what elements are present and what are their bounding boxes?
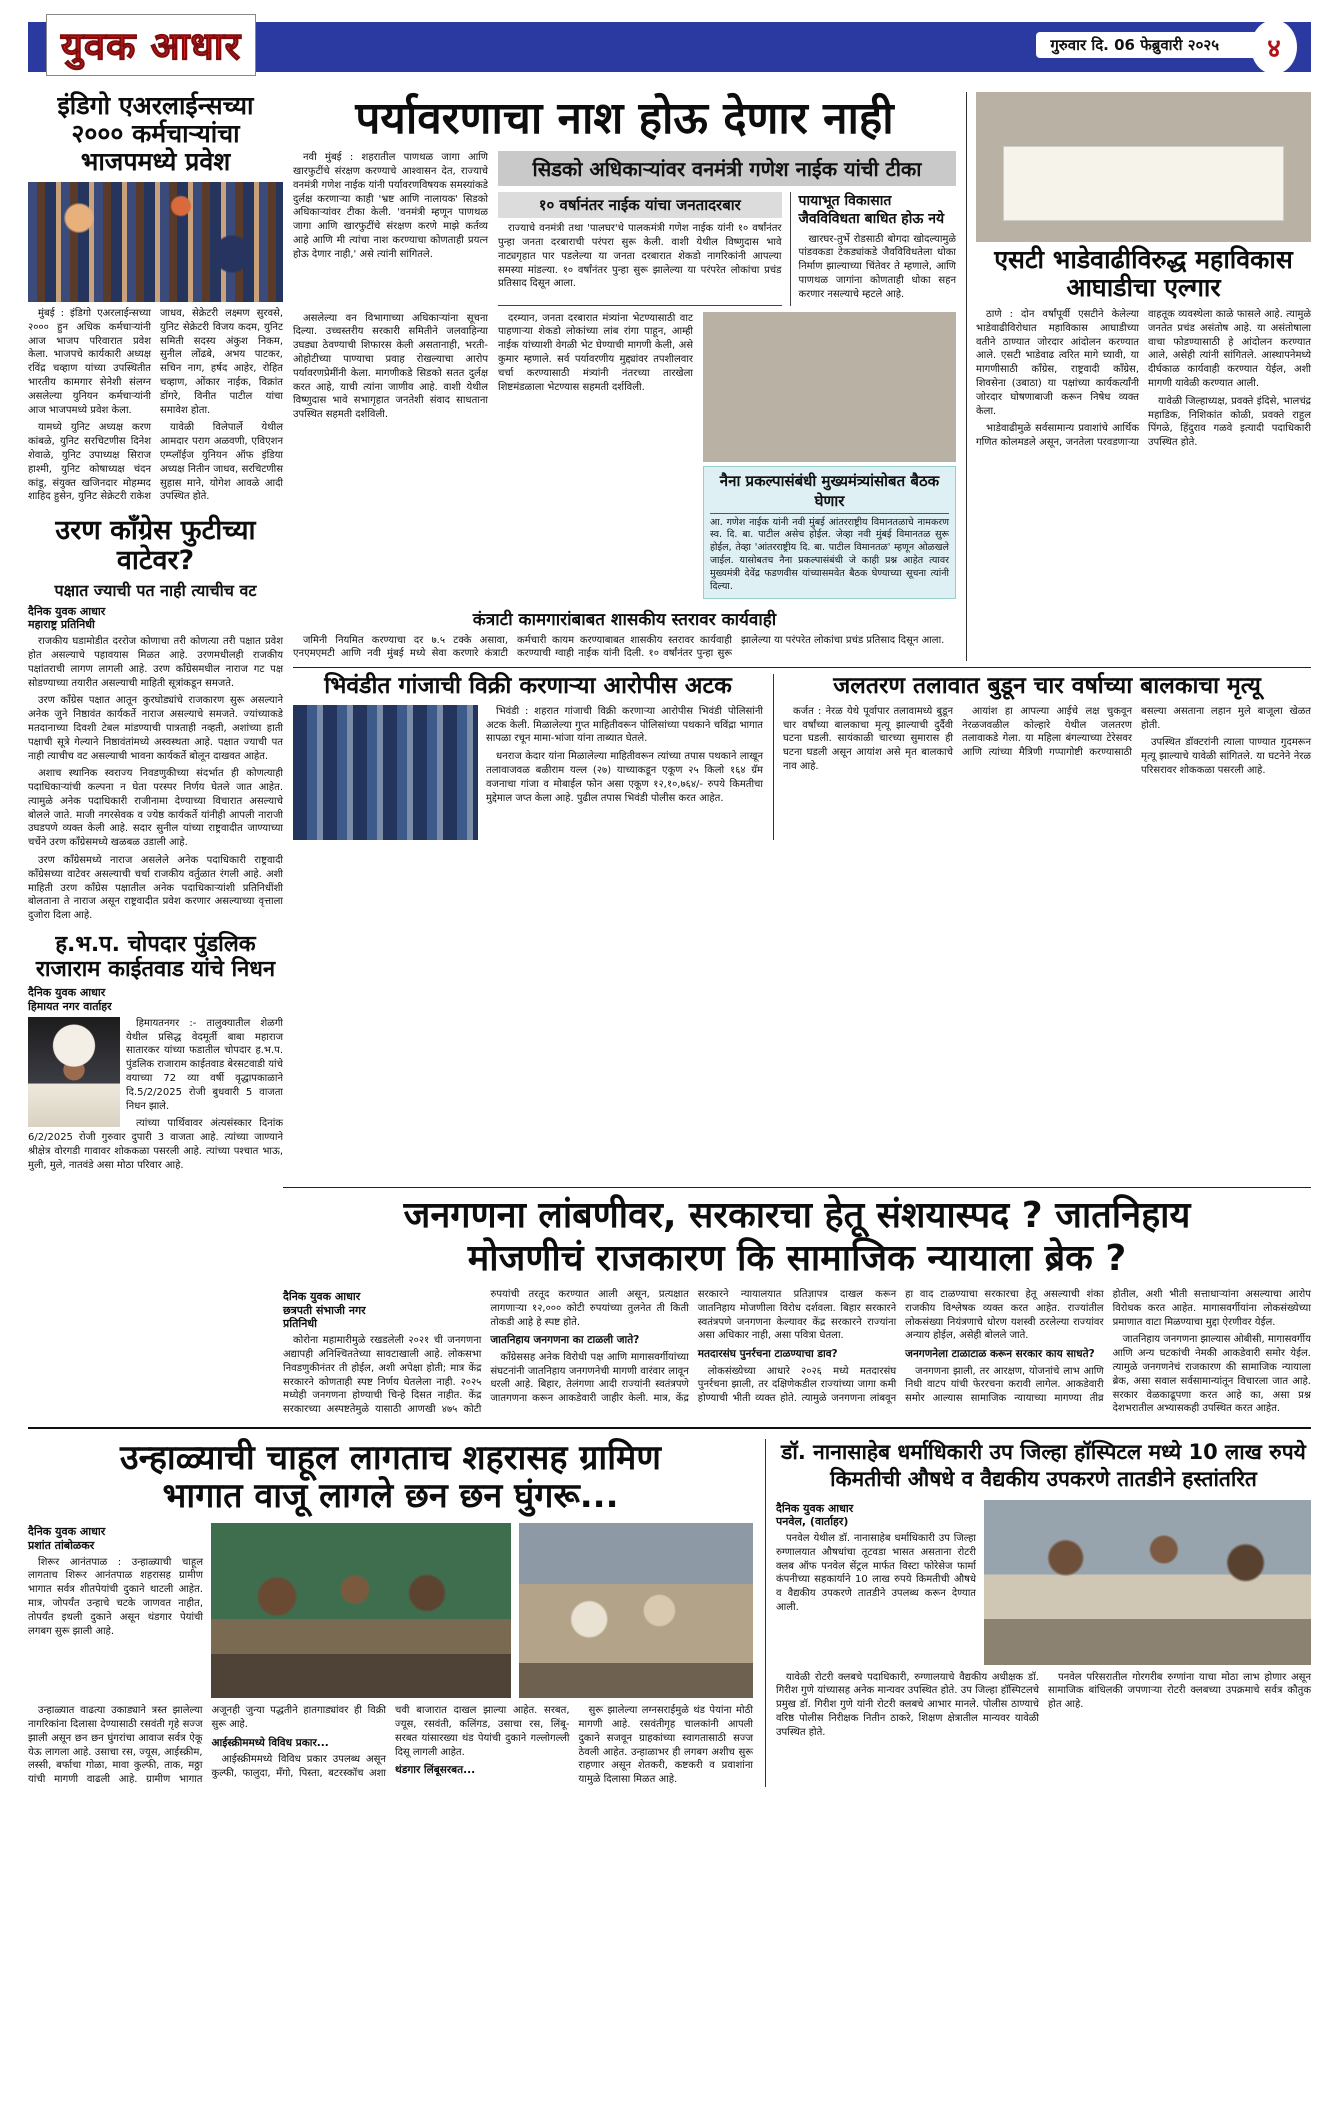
paragraph: हिमायतनगर :- तालुक्यातील शेळगी येथील प्रसिद्ध वेदमूर्ती बाबा महाराज सातारकर यांच्या फडातील चोपदार ह.भ.प. पुंडलिक राजाराम काईतवाड बेरसटवाडी यांचे वयाच्या 72 व्या वर्षी वृद्धापकाळाने दि.5/2/2025 रोजी बुधवारी 5 वाजता निधन झाले. [126,1017,283,1112]
paragraph: शिरूर आनंतपाळ : उन्हाळ्याची चाहूल लागताच शिरूर आनंतपाळ शहरासह ग्रामीण भागात सर्वत्र शीतपेयांची दुकाने थाटली आहेत. मात्र, जोपर्यंत उन्हाचे चटके जाणवत नाहीत, तोपर्यंत इथली दुकाने असून थंडगार पेयांची लगबग सुरू झाली आहे. [28,1556,203,1637]
article-indigo [28,92,283,506]
uran-byline: दैनिक युवक आधार महाराष्ट्र प्रतिनिधी [28,604,106,632]
paryavaran-lead-column [293,151,488,305]
article-obituary [28,933,283,1173]
obituary-headline: ह.भ.प. चोपदार पुंडलिक राजाराम काईतवाड यांचे निधन [35,932,276,982]
janganana-body [283,1288,1311,1417]
paragraph: आईस्क्रीममध्ये विविध प्रकार उपलब्ध असून कुल्फी, फालुदा, मँगो, पिस्ता, बटरस्कॉच अशा चवी बाजारात दाखल झाल्या आहेत. सरबत, ज्यूस, रसवंती, कलिंगड, उसाचा रस, लिंबू-सरबत यांसारख्या थंड पेयांची दुकाने गल्लोगल्ली दिसू लागली आहेत. [211,1705,570,1780]
paragraph: उन्हाळ्यात वाढत्या उकाड्याने त्रस्त झालेल्या नागरिकांना दिलासा देण्यासाठी रसवंती गृहे सज्ज झाली असून छन छन घुंगरांचा आवाज सर्वत्र ऐकू येऊ लागला आहे. उसाचा रस, ज्यूस, आईस्क्रीम, लस्सी, बर्फाचा गोळा, मावा कुल्फी, ताक, मठ्ठा यांची मागणी वाढली आहे. ग्रामीण भागात अजूनही जुन्या पद्धतीने हातगाड्यांवर ही विक्री सुरू आहे. [28,1705,386,1786]
jaltaran-body [783,705,1311,778]
uran-body [28,635,283,923]
summer-byline: दैनिक युवक आधार प्रशांत तांबोळकर [28,1525,106,1552]
jaltaran-headline: जलतरण तलावात बुडून चार वर्षाच्या बालकाचा मृत्यू [833,673,1261,700]
uran-subhead: पक्षात ज्याची पत नाही त्याचीच वट [54,580,257,600]
janganana-byline: दैनिक युवक आधार छत्रपती संभाजी नगर प्रतिनिधी [283,1289,366,1331]
bhiwandi-body [486,705,763,840]
paragraph: जनगणना झाली, तर आरक्षण, योजनांचे लाभ आणि निधी वाटप यांची फेररचना करावी लागेल. आकडेवारी समोर आल्यास सामाजिक न्यायाच्या मागण्या तीव्र होतील, अशी भीती सत्ताधाऱ्यांना असल्याचा आरोप विरोधक करत आहेत. मागासवर्गीयांना लोकसंख्येच्या प्रमाणात वाटा मिळण्याचा मुद्दा ऐरणीवर येईल. [905,1288,1311,1405]
masthead [28,22,1311,72]
paragraph: कर्जत : नेरळ येथे पूर्वापार तलावामध्ये बुडून चार वर्षांच्या बालकाचा मृत्यू झाल्याची दुर्दैवी घटना घडली. सायंकाळी चारच्या सुमारास ही घटना घडली असून आयांश असे मृत बालकाचे नाव आहे. [783,705,953,773]
summer-subhead-1: आईस्क्रीममध्ये विविध प्रकार... [211,1736,329,1749]
naina-box-text: आ. गणेश नाईक यांनी नवी मुंबई आंतरराष्ट्रीय विमानतळाचे नामकरण स्व. दि. बा. पाटील असेच होईल. जेव्हा नवी मुंबई विमानतळ सुरू होईल, तेव्हा 'आंतरराष्ट्रीय दि. बा. पाटील विमानतळ' म्हणून ओळखले जाईल. यासोबतच नैना प्रकल्पासंबंधी जे काही प्रश्न आहेत त्यावर मुख्यमंत्री देवेंद्र फडणवीस यांच्यासमवेत बैठक घेण्याच्या सूचना त्यांनी दिल्या. [710,516,949,592]
article-paryavaran [293,92,956,661]
juice-stall-photo [211,1523,511,1698]
paryavaran-kicker: सिडको अधिकाऱ्यांवर वनमंत्री गणेश नाईक यांची टीका [498,151,956,186]
paragraph: जातनिहाय जनगणना झाल्यास ओबीसी, मागासवर्गीय आणि अन्य घटकांची नेमकी आकडेवारी समोर येईल. त्यामुळे जनगणनेचं राजकारण की सामाजिक न्यायाला ब्रेक, असा सवाल सर्वसामान्यांतून विचारला जात आहे. सरकार वेळकाढूपणा करत आहे का, असा प्रश्न देशभरातील अभ्यासकही उपस्थित करत आहेत. [1112,1334,1311,1415]
article-st-bhadevadh [966,92,1311,661]
article-hospital-donation [765,1439,1311,1787]
paryavaran-column-2 [293,312,488,599]
janganana-subhead-1: जातनिहाय जनगणना का टाळली जाते? [490,1334,640,1347]
bhiwandi-headline: भिवंडीत गांजाची विक्री करणाऱ्या आरोपीस अटक [324,673,732,700]
paragraph: भाडेवाढीमुळे सर्वसामान्य प्रवाशांचे आर्थिक गणित कोलमडले असून, जनतेला परवडणाऱ्या वाहतूक व्यवस्थेला काळे फासले आहे. त्यामुळे जनतेत प्रचंड असंतोष आहे. या असंतोषाला वाचा फोडण्यासाठी हे आंदोलन करण्यात आले, असेही त्यांनी सांगितले. आस्थापनेमध्ये दीर्घकाळ कार्यवाही करण्यात येईल, अशी मागणी यावेळी करण्यात आली. [976,309,1311,449]
uran-headline: उरण काँग्रेस फुटीच्या वाटेवर? [55,515,256,577]
naina-box [703,466,956,599]
paragraph: यामध्ये युनिट अध्यक्ष करण कांबळे, युनिट सरचिटणीस दिनेश शेवाळे, युनिट उपाध्यक्ष सिराज हाश्मी, युनिट कोषाध्यक्ष चंदन कांडू, संयुक्त खजिनदार मोहम्मद शाहिद हुसेन, युनिट सेक्रेटरी राकेश जाधव, सेक्रेटरी लक्ष्मण सुरवसे, युनिट सेक्रेटरी विजय कदम, युनिट समिती सदस्य अंकुश निकम, सुनील लोंढबे, अभय पाटकर, सचिन नाग, हर्षद आहेर, रोहित चव्हाण, ओंकार नाईक, विक्रांत डोंगरे, विनीत पाटील यांचा समावेश होता. [28,308,283,503]
left-rail [28,92,283,1177]
hospital-body [776,1671,1311,1740]
payabhut-title: पायाभूत विकासात जैवविविधता बाधित होऊ नये [798,193,945,228]
hospital-lead-column [776,1500,976,1665]
kantrati-text: जमिनी नियमित करण्याचा दर ७.५ टक्के असावा, एनएमएमटी आणि नवी मुंबई मध्ये सेवा करणारे कंत्राटी कर्मचारी कायम करण्याबाबत शासकीय स्तरावर कार्यवाही करण्याची ग्वाही नाईक यांनी दिली. १० वर्षांनंतर पुन्हा सुरू झालेल्या या परंपरेत लोकांचा प्रचंड प्रतिसाद दिसून आला. [293,634,945,660]
article-jaltaran [773,674,1311,840]
paragraph: भिवंडी : शहरात गांजाची विक्री करणाऱ्या आरोपीस भिवंडी पोलिसांनी अटक केली. मिळालेल्या गुप्त माहितीवरून पोलिसांच्या पथकाने चविंद्रा भागात सापळा रचून मामा-भांजा यांना ताब्यात घेतले. [486,705,763,745]
paragraph: काँग्रेससह अनेक विरोधी पक्ष आणि मागासवर्गीयांच्या संघटनांनी जातनिहाय जनगणनेची मागणी वारंवार लावून धरली आहे. बिहार, तेलंगणा आदी राज्यांनी स्वतंत्रपणे जातगणना करून आकडेवारी जाहीर केली. मात्र, केंद्र सरकारने न्यायालयात प्रतिज्ञापत्र दाखल करून जातनिहाय मोजणीला विरोध दर्शवला. बिहार सरकारने स्वतंत्रपणे जनगणना केल्यावर केंद्र सरकारने राज्यांना असा अधिकार नाही, असा पवित्रा घेतला. [490,1288,897,1405]
paragraph: यावेळी जिल्हाध्यक्ष, प्रवक्ते इंदिसे, भालचंद्र महाडिक, निशिकांत कोळी, प्रवक्ते राहुल पिंगळे, हिंदुराव गळवे इत्यादी पदाधिकारी उपस्थित होते. [1148,395,1311,449]
top-section [0,78,1339,1177]
paragraph: असलेल्या वन विभागाच्या अधिकाऱ्यांना सूचना दिल्या. उच्चस्तरीय सरकारी समितीने जलवाहिन्या उघड्या ठेवण्याची शिफारस केली असतानाही, भरती-ओहोटीच्या पाण्याचा प्रवाह रोखल्याचा आरोप पर्यावरणप्रेमींनी केला. मागणीकडे सिडको सतत दुर्लक्ष करत आहे, याची त्यांना जाणीव आहे. वाशी येथील विष्णुदास भावे सभागृहात जनतेशी संवाद साधताना उपस्थित सहमती दर्शविली. [293,312,488,421]
paragraph: ठाणे : दोन वर्षांपूर्वी एसटीने केलेल्या भाडेवाढीविरोधात महाविकास आघाडीच्या वतीने ठाण्यात जोरदार आंदोलन करण्यात आले. एसटी भाडेवाढ त्वरित मागे घ्यावी, या मागणीसाठी काँग्रेस, राष्ट्रवादी काँग्रेस, शिवसेना (उबाठा) या पक्षांच्या कार्यकर्त्यांनी जोरदार घोषणाबाजी करून निषेध व्यक्त केला. [976,309,1139,417]
paragraph: यावेळी रोटरी क्लबचे पदाधिकारी, रुग्णालयाचे वैद्यकीय अधीक्षक डॉ. गिरीश गुणे यांच्यासह अनेक मान्यवर उपस्थित होते. उप जिल्हा हॉस्पिटलचे प्रमुख डॉ. गिरीश गुणे यांनी रोटरी क्लबचे आभार मानले. पोलीस ठाण्याचे वरिष्ठ पोलीस निरीक्षक नितीन ठाकरे, शिक्षण क्षेत्रातील मान्यवर यावेळी उपस्थित होते. [776,1671,1039,1738]
article-janganana [283,1187,1311,1417]
street-stall-photo [519,1523,753,1698]
paragraph: आयांश हा आपल्या आईचे लक्ष चुकवून नेरळजवळील कोल्हारे येथील जलतरण तलावाकडे गेला. या महिला बंगल्याच्या टेरेसवर आणि त्यांच्या मैत्रिणी गप्पागोष्टी करण्यासाठी बसल्या असताना लहान मुले बाजूला खेळत होती. [962,705,1311,759]
edition-date: गुरुवार दि. 06 फेब्रुवारी २०२५ [1050,36,1219,54]
article-uran-congress [28,516,283,923]
protest-banner-photo [976,92,1311,242]
janganana-headline: जनगणना लांबणीवर, सरकारचा हेतू संशयास्पद ? जातनिहाय मोजणीचं राजकारण कि सामाजिक न्यायाला ब्रेक ? [403,1194,1191,1279]
hospital-handover-photo [984,1500,1311,1665]
payabhut-text: खारघर-तुर्भे रोडसाठी बोगदा खोदल्यामुळे पांडवकडा टेकड्यांकडे जैवविविधतेला धोका निर्माण झाल्याच्या चिंतेवर ते म्हणाले, आणि पाणथळ जागांना कोणताही धोका सहन करणार नसल्याचे म्हटले आहे. [798,233,956,300]
paragraph: मुंबई : इंडिगो एअरलाईन्सच्या २००० हुन अधिक कर्मचाऱ्यांनी आज भाजप परिवारात प्रवेश केला. भाजपचे कार्यकारी अध्यक्ष रविंद्र चव्हाण यांच्या उपस्थितीत भारतीय कामगार सेनेशी संलग्न असलेल्या युनियन कर्मचाऱ्यांनी आज भाजपमध्ये प्रवेश केला. [28,308,151,416]
paryavaran-headline: पर्यावरणाचा नाश होऊ देणार नाही [355,93,894,144]
paragraph: त्यांच्या पार्थिवावर अंत्यसंस्कार दिनांक 6/2/2025 रोजी गुरुवार दुपारी 3 वाजता आहे. त्यांच्या जाण्याने श्रीक्षेत्र वोरगडी गावावर शोककळा पसरली आहे. त्यांच्या पश्चात भाऊ, मुली, मुले, नातवंडे असा मोठा परिवार आहे. [28,1118,283,1171]
paragraph: धनराज केदार यांना मिळालेल्या माहितीवरून त्यांच्या तपास पथकाने लाखून तलावाजवळ बळीराम यल्ल (२७) याच्याकडून एकूण २५ किलो १६४ ग्रॅम वजनाचा गांजा व मोबाईल फोन असा एकूण १२,१०,७६४/- रुपये किमतीचा मुद्देमाल जप्त केला आहे. पुढील तपास भिवंडी पोलीस करत आहेत. [486,751,763,804]
paragraph: उपस्थित डॉक्टरांनी त्याला पाण्यात गुदमरून मृत्यू झाल्याचे यावेळी सांगितले. या घटनेने नेरळ परिसरावर शोककळा पसरली आहे. [1141,737,1311,777]
janata-darbar-box [498,192,782,305]
paragraph: उरण काँग्रेस पक्षात आतून कुरघोड्यांचे राजकारण सुरू असल्याने अनेक जुने निष्ठावंत कार्यकर्ते नाराज असल्याचे समजते. ज्यांच्याकडे मतदानाच्या दिवशी टेबल मांडण्याची पात्रताही नव्हती, अशांच्या हाती पक्षाची सूत्रे गेल्याने निष्ठावंतांमध्ये अस्वस्थता आहे. पक्षात ज्याची पत नाही त्याचीच वट असल्याची भावना कार्यकर्ते बोलून दाखवत आहेत. [28,695,283,762]
paragraph: पनवेल परिसरातील गोरगरीब रुग्णांना याचा मोठा लाभ होणार असून सामाजिक बांधिलकी जपणाऱ्या रोटरी क्लबच्या उपक्रमाचे सर्वत्र कौतुक होत आहे. [1048,1671,1311,1711]
paryavaran-column-3 [498,312,693,599]
paragraph: राजकीय घडामोडीत दररोज कोणाचा तरी कोणत्या तरी पक्षात प्रवेश होत असल्याचे पहावयास मिळत आहे. उरणमधीलही राजकीय पक्षांतराची लागण लागली आहे. उरण काँग्रेसमधील नाराज गट पक्ष सोडण्याच्या तयारीत असल्याची माहिती सूत्रांकडून समजते. [28,636,283,689]
janata-darbar-title: १० वर्षानंतर नाईक यांचा जनतादरबार [498,192,782,218]
hospital-headline: डॉ. नानासाहेब धर्माधिकारी उप जिल्हा हॉस्पिटल मध्ये 10 लाख रुपये किमतीची औषधे व वैद्यकीय उपकरणे तातडीने हस्तांतरित [781,1439,1306,1492]
summer-headline: उन्हाळ्याची चाहूल लागताच शहरासह ग्रामिण भागात वाजू लागले छन छन घुंगरू... [120,1437,661,1517]
bottom-section [28,1427,1311,1787]
main-area [293,92,1311,1177]
newspaper-logo [46,14,256,76]
paragraph: उरण काँग्रेसमध्ये नाराज असलेले अनेक पदाधिकारी राष्ट्रवादी काँग्रेसच्या वाटेवर असल्याची चर्चा राजकीय वर्तुळात रंगली आहे. अशी माहिती उरण काँग्रेस पक्षातील अनेक पदाधिकाऱ्यांशी प्रतिनिधींशी बोलताना ते नाराज असून राष्ट्रवादीत प्रवेश करणार असल्याच्या वृत्ताला दुजोरा दिला आहे. [28,855,283,922]
paragraph: यावेळी विलेपार्ले येथील आमदार पराग अळवणी, एविएशन एम्प्लॉईज युनियन ऑफ इंडिया अध्यक्ष नितीन जाधव, सरचिटणीस सुहास माने, योगेश आवळे आदी उपस्थित होते. [160,422,283,503]
paragraph: दरम्यान, जनता दरबारात मंत्र्यांना भेटण्यासाठी वाट पाहणाऱ्या शेकडो लोकांच्या लांब रांगा पाहून, आम्ही नाईक यांच्याशी वेगळी भेट घेण्याची मागणी केली, असे कुमार म्हणाले. सर्व पर्यावरणीय मुद्द्यांवर तपशीलवार चर्चा करण्यासाठी मंत्र्यांनी नंतरच्या तारखेला शिष्टमंडळाला भेटण्यास सहमती दर्शविली. [498,312,693,393]
payabhut-box [790,192,957,305]
paragraph: कोरोना महामारीमुळे रखडलेली २०२१ ची जनगणना अद्यापही अनिश्चिततेच्या सावटाखाली आहे. लोकसभा निवडणुकीनंतर ती होईल, अशी अपेक्षा होती; मात्र केंद्र सरकारने कोणताही स्पष्ट निर्णय घेतलेला नाही. २०२५ मध्येही जनगणना होण्याची चिन्हे दिसत नाहीत. केंद्र सरकारच्या अस्पष्टतेमुळे यासाठी आणखी ४७५ कोटी रुपयांची तरतूद करण्यात आली असून, प्रत्यक्षात लागणाऱ्या १२,००० कोटी रुपयांच्या तुलनेत ती किती तोकडी आहे हे स्पष्ट होते. [283,1288,689,1416]
obituary-byline: दैनिक युवक आधार हिमायत नगर वार्ताहर [28,986,112,1014]
indigo-body [28,307,283,506]
wetland-photo [703,312,956,462]
janata-darbar-text: राज्याचे वनमंत्री तथा 'पालघर'चे पालकमंत्री गणेश नाईक यांनी १० वर्षांनंतर पुन्हा जनता दरबाराची परंपरा सुरू केली. वाशी येथील विष्णुदास भावे नाट्यगृहात पार पडलेल्या या जनता दरबारात शेकडो नागरिकांनी आपल्या समस्या मांडल्या. १० वर्षांनंतर पुन्हा सुरू झालेल्या या परंपरेत लोकांचा प्रचंड प्रतिसाद दिसून आला. [498,223,782,290]
hospital-byline: दैनिक युवक आधार पनवेल, (वार्ताहर) [776,1501,854,1529]
article-summer-ghungru [28,1439,753,1787]
paragraph: अशाच स्थानिक स्वराज्य निवडणुकीच्या संदर्भात ही कोणत्याही पदाधिकाऱ्यांची कल्पना न घेता परस्पर निर्णय घेतले जात आहेत. त्यामुळे अनेक पदाधिकारी राजीनामा देण्याच्या विचारात असल्याचे बोलले जाते. माजी नगरसेवक व ज्येष्ठ कार्यकर्ते यांनीही आपली नाराजी उघडपणे व्यक्त केली आहे. सदार सुनील यांच्या राष्ट्रवादीत जाण्याच्या चर्चेने उरण काँग्रेसमध्ये खळबळ उडाली आहे. [28,768,283,849]
indigo-headline: इंडिगो एअरलाईन्सच्या २००० कर्मचाऱ्यांचा भाजपमध्ये प्रवेश [57,91,254,176]
bhiwandi-police-group-photo [293,705,478,840]
janganana-subhead-3: जनगणनेला टाळाटाळ करून सरकार काय साधते? [905,1348,1095,1361]
indigo-crowd-photo [28,182,283,302]
paragraph: लोकसंख्येच्या आधारे २०२६ मध्ये मतदारसंघ पुनर्रचना झाली, तर दक्षिणेकडील राज्यांच्या जागा कमी होण्याची भीती व्यक्त होते. त्यामुळे जनगणना लांबवून हा वाद टाळण्याचा सरकारचा हेतू असल्याची शंका राजकीय विश्लेषक व्यक्त करत आहेत. राज्यांतील लोकसंख्या नियंत्रणाचे धोरण यशस्वी ठरलेल्या राज्यांवर अन्याय होईल, असेही बोलले जाते. [697,1288,1104,1405]
obituary-body [28,1017,283,1173]
page-number: ४ [1251,20,1297,74]
st-headline: एसटी भाडेवाढीविरुद्ध महाविकास आघाडीचा एल्गार [994,245,1293,302]
summer-lead-column [28,1523,203,1698]
naina-box-title: नैना प्रकल्पासंबंधी मुख्यमंत्र्यांसोबत बैठक घेणार [710,471,949,514]
date-box [1036,32,1281,64]
paragraph: सुरू झालेल्या लग्नसराईमुळे थंड पेयांना मोठी मागणी आहे. रसवंतीगृह चालकांनी आपली दुकाने सजवून ग्राहकांच्या स्वागतासाठी सज्ज ठेवली आहेत. उन्हाळाभर ही लगबग अशीच सुरू राहणार असून शेतकरी, कष्टकरी व प्रवाशांना यामुळे दिलासा मिळत आहे. [578,1705,753,1786]
kantrati-heading: कंत्राटी कामगारांबाबत शासकीय स्तरावर कार्यवाही [472,609,777,630]
janganana-subhead-2: मतदारसंघ पुनर्रचना टाळण्याचा डाव? [697,1348,838,1361]
paragraph: पनवेल येथील डॉ. नानासाहेब धर्माधिकारी उप जिल्हा रुग्णालयात औषधांचा तूटवडा भासत असताना रोटरी क्लब ऑफ पनवेल सेंट्रल मार्फत विस्टा फोरेसेज फार्मा कंपनीच्या सहकार्याने 10 लाख रुपये किमतीची औषधे व वैद्यकीय उपकरणे तातडीने उपलब्ध करून देण्यात आली. [776,1533,976,1614]
summer-body [28,1704,753,1787]
obituary-portrait-photo [28,1017,120,1127]
section-divider [293,667,1311,668]
paragraph: नवी मुंबई : शहरातील पाणथळ जागा आणि खारफुटींचे संरक्षण करण्याचे आश्वासन देत, राज्याचे वनमंत्री गणेश नाईक यांनी पर्यावरणविषयक समस्यांकडे दुर्लक्ष करणाऱ्या काही 'भ्रष्ट आणि नालायक' सिडको अधिकाऱ्यांवर टीका केली. 'वनमंत्री म्हणून पाणथळ जागा आणि खारफुटींचे संरक्षण करणे माझे कर्तव्य आहे आणि मी त्यांचा नाश करण्याचा कोणताही प्रयत्न होऊ देणार नाही,' असे त्यांनी सांगितले. [293,152,488,260]
summer-subhead-2: थंडगार लिंबूसरबत... [395,1764,476,1777]
st-body [976,308,1311,452]
article-bhiwandi-ganja [293,674,763,840]
newspaper-logo-text: युवक आधार [61,23,242,68]
